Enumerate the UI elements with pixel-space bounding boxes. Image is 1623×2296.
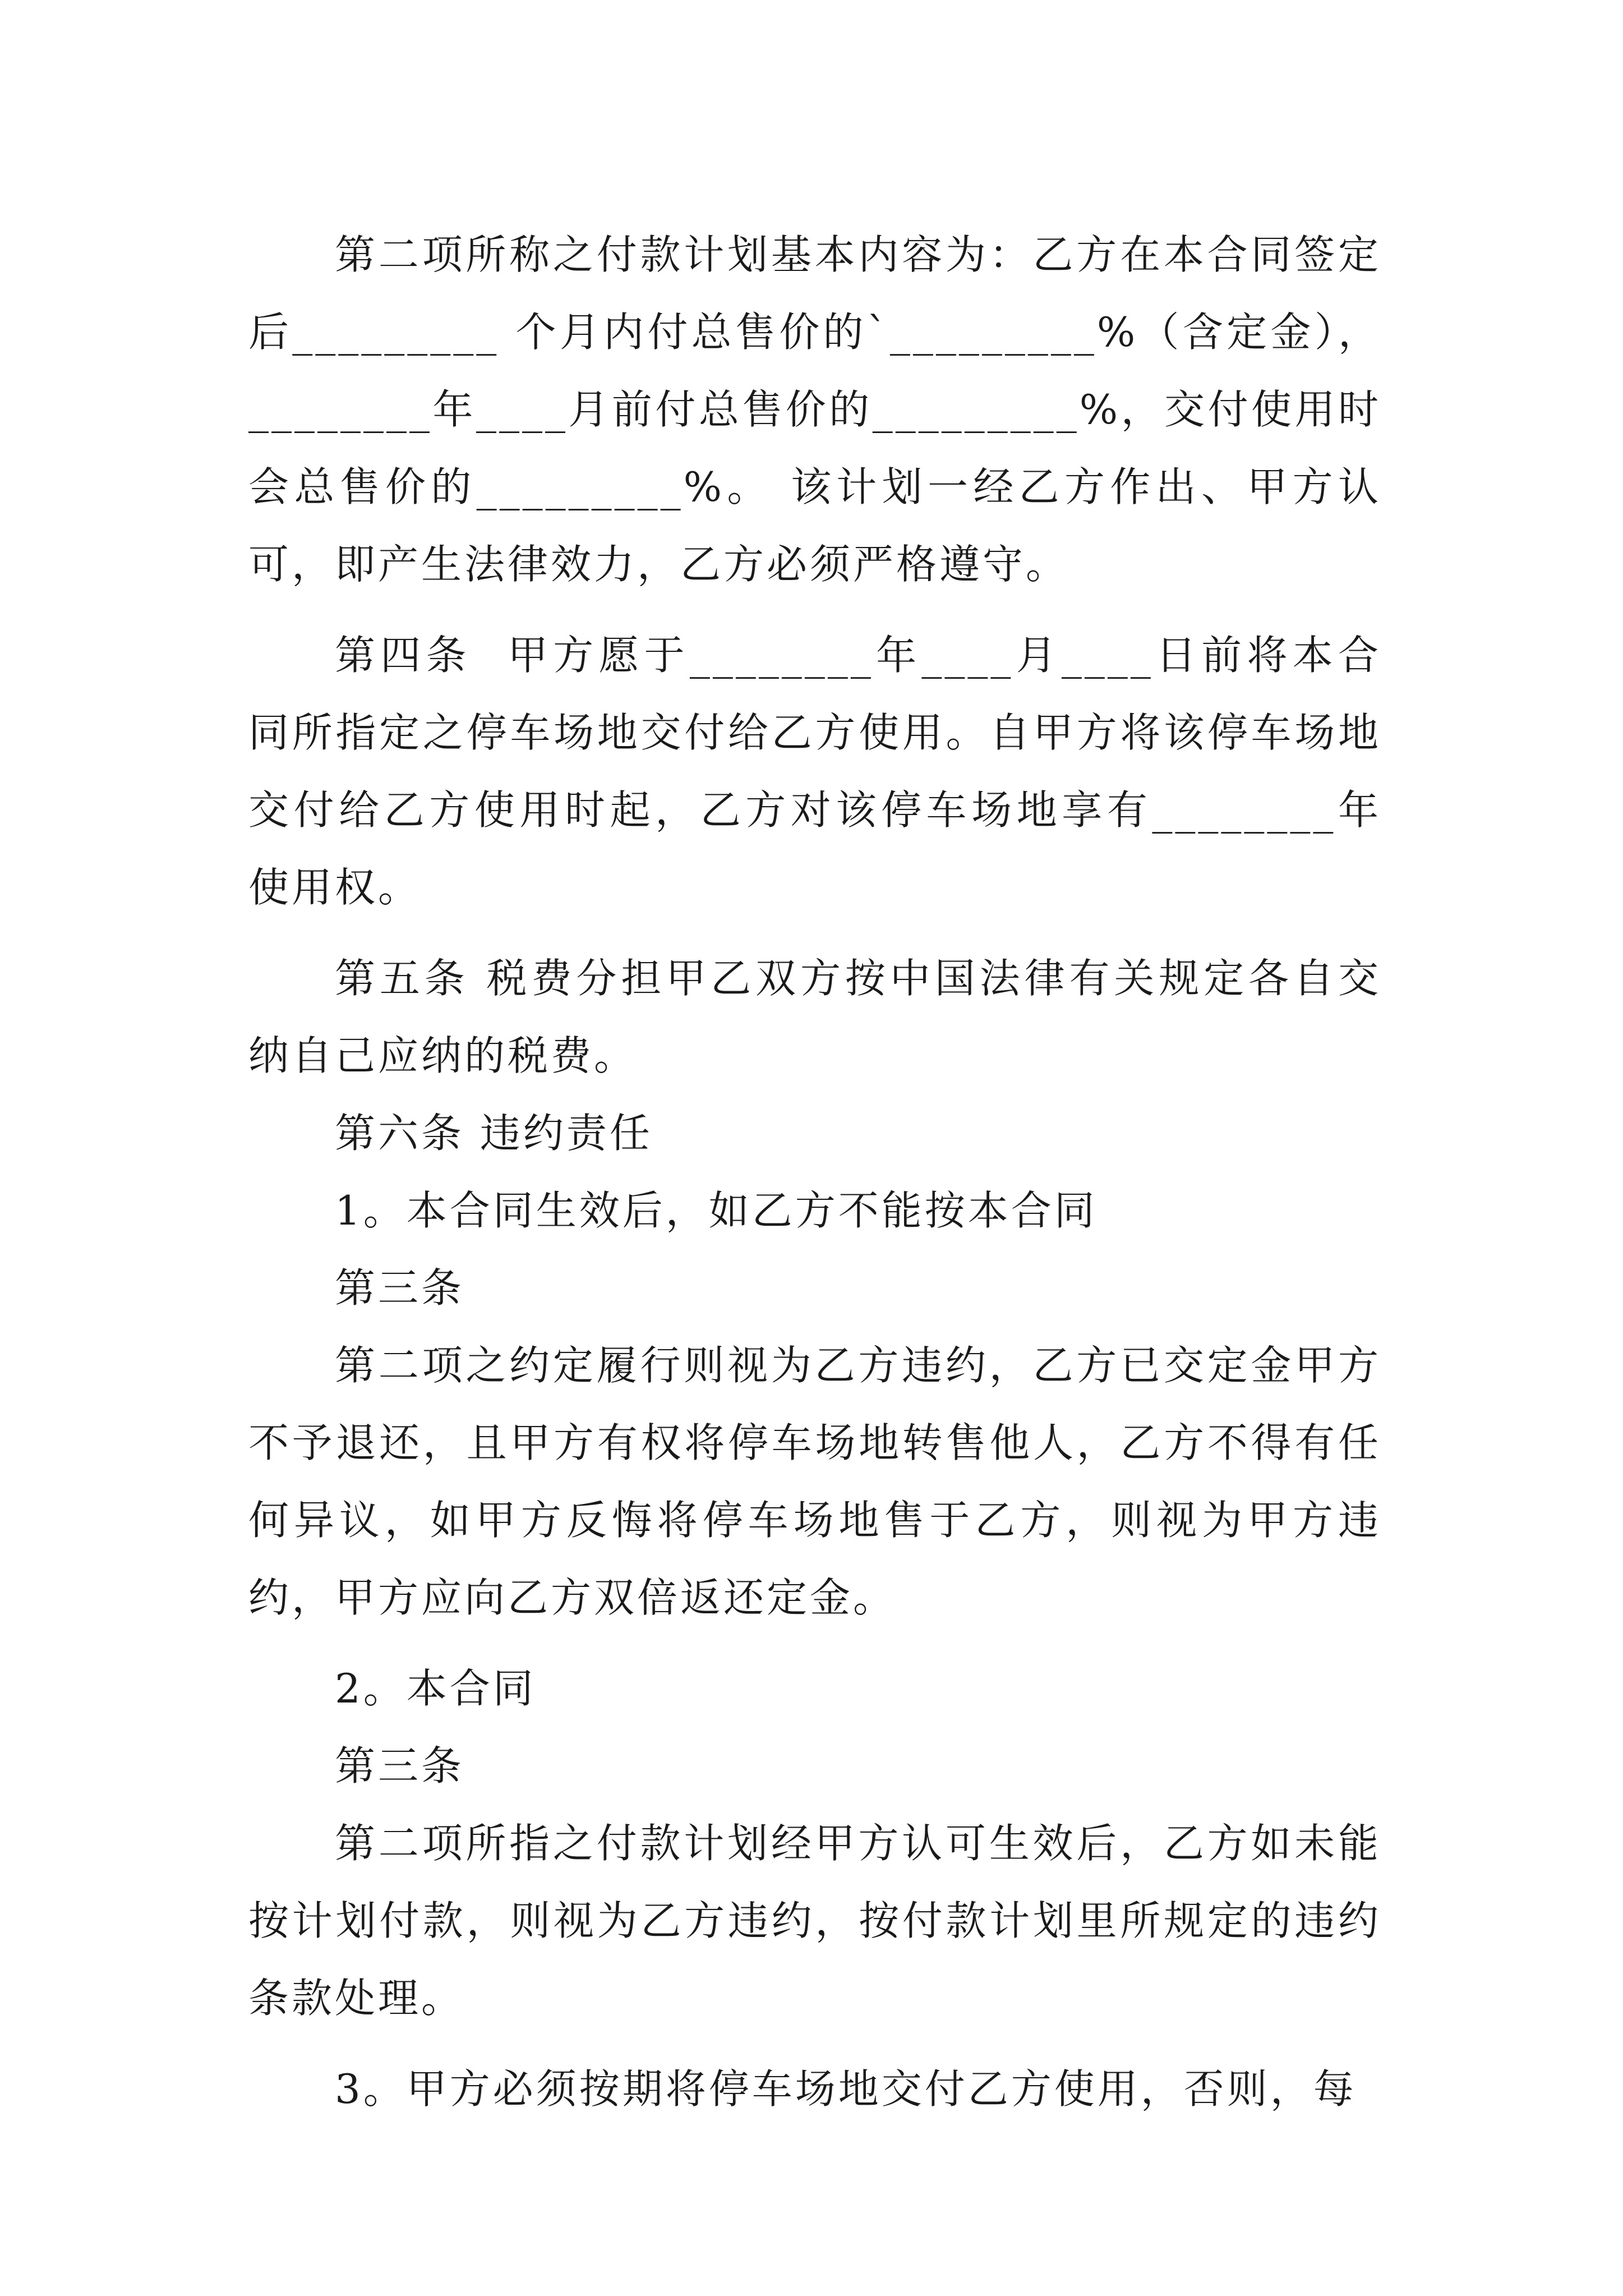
- paragraph-article-3-ref: 第三条: [335, 1264, 465, 1312]
- paragraph-article-4: 第四条 甲方愿于________年____月____日前将本合同所指定之停车场地交付给乙方使用。自甲方将该停车场地交付给乙方使用时起，乙方对该停车场地享有________年使用权。: [248, 632, 1381, 911]
- paragraph-clause-2-body: 第二项所指之付款计划经甲方认可生效后，乙方如未能按计划付款，则视为乙方违约，按付款计划里所规定的违约条款处理。: [248, 1820, 1381, 2022]
- paragraph-clause-3: 3。甲方必须按期将停车场地交付乙方使用，否则，每: [335, 2065, 1357, 2113]
- paragraph-article-6-heading: 第六条 违约责任: [335, 1110, 653, 1157]
- paragraph-article-3-ref-2: 第三条: [335, 1742, 465, 1789]
- paragraph-clause-1-body: 第二项之约定履行则视为乙方违约，乙方已交定金甲方不予退还，且甲方有权将停车场地转售他人，乙方不得有任何异议，如甲方反悔将停车场地售于乙方，则视为甲方违约，甲方应向乙方双倍返还定金。: [248, 1342, 1381, 1621]
- paragraph-clause-2: 2。本合同: [335, 1665, 536, 1712]
- paragraph-payment-plan: 第二项所称之付款计划基本内容为：乙方在本合同签定后_________ 个月内付总售价的`_________%（含定金），________年____月前付总售价的_________%，交付使用时会总售价的_________%。 该计划一经乙方作出、甲方认可，即产生法律效力，乙方必须严格遵守。: [248, 231, 1381, 588]
- document-body: [248, 216, 1381, 2128]
- paragraph-clause-1: 1。本合同生效后，如乙方不能按本合同: [335, 1187, 1098, 1234]
- paragraph-article-5: 第五条 税费分担甲乙双方按中国法律有关规定各自交纳自己应纳的税费。: [248, 955, 1381, 1079]
